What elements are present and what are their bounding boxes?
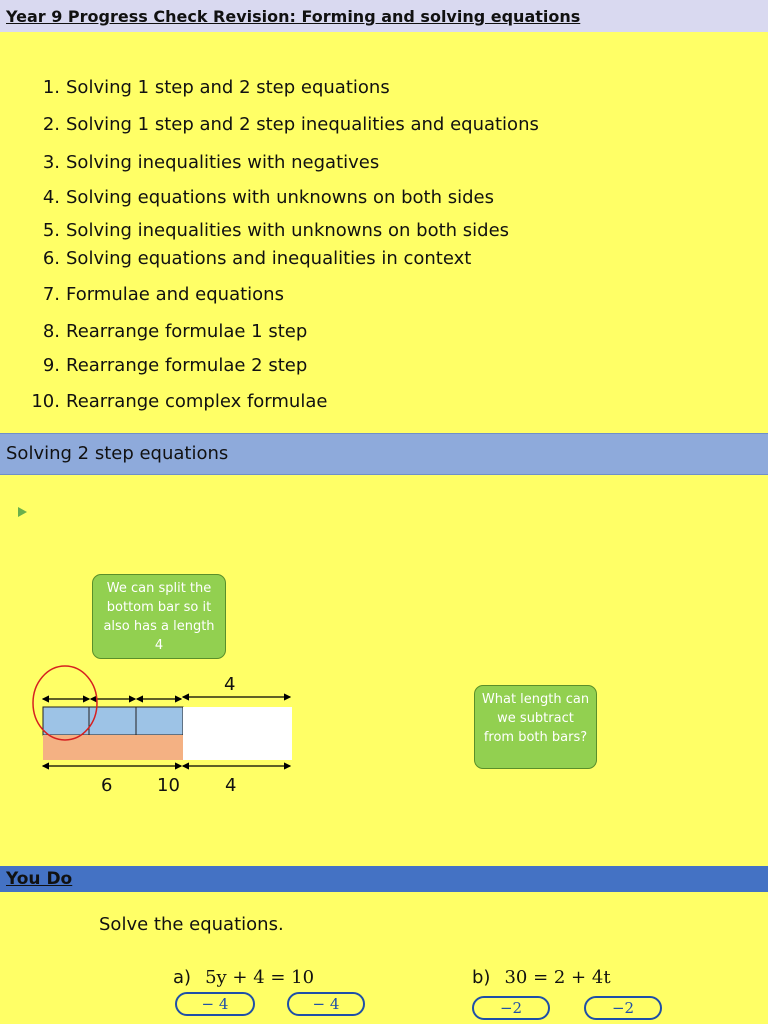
equation-text: 5y + 4 = 10 [205, 967, 315, 988]
topic-text: Rearrange formulae 2 step [66, 355, 308, 376]
step-cloud: −2 [472, 996, 550, 1020]
equation-label: b) [472, 967, 491, 988]
topic-number: 9. [42, 355, 60, 376]
topic-text: Rearrange formulae 1 step [66, 321, 308, 342]
section-title: You Do [6, 869, 73, 889]
topic-number: 8. [42, 321, 60, 342]
topic-text: Formulae and equations [66, 284, 284, 305]
blue-bar-segment [136, 707, 183, 735]
label-bottom-four: 4 [225, 775, 237, 796]
section-header-you-do [0, 866, 768, 892]
equation-text: 30 = 2 + 4t [504, 967, 611, 988]
section-title: Solving 2 step equations [6, 443, 229, 464]
equation-label: a) [173, 967, 192, 988]
topic-number: 7. [42, 284, 60, 305]
bar-model-svg [30, 664, 310, 774]
hint-bubble-split: We can split the bottom bar so it also has a length 4 [92, 574, 226, 659]
topic-number: 1. [42, 77, 60, 98]
label-bottom-six: 6 [101, 775, 113, 796]
label-bottom-ten: 10 [157, 775, 180, 796]
topic-text: Solving 1 step and 2 step inequalities and equations [66, 114, 539, 135]
topic-text: Solving equations and inequalities in context [66, 248, 472, 269]
topic-text: Solving inequalities with negatives [66, 152, 380, 173]
topic-number: 10. [31, 391, 60, 412]
topic-number: 2. [42, 114, 60, 135]
hint-bubble-subtract: What length can we subtract from both bars? [474, 685, 597, 769]
step-cloud: −2 [584, 996, 662, 1020]
label-top-four: 4 [224, 674, 236, 695]
equation-a [173, 967, 314, 988]
step-cloud: − 4 [287, 992, 365, 1016]
orange-bar [43, 735, 183, 760]
topic-number: 6. [42, 248, 60, 269]
equation-b [472, 967, 611, 988]
page-title: Year 9 Progress Check Revision: Forming and solving equations [6, 7, 581, 26]
topic-number: 4. [42, 187, 60, 208]
topic-number: 5. [42, 220, 60, 241]
topic-text: Rearrange complex formulae [66, 391, 328, 412]
bullet-arrow-icon [18, 507, 27, 517]
bar-model-diagram [30, 664, 310, 796]
topic-number: 3. [42, 152, 60, 173]
white-bar-extension [183, 707, 292, 760]
blue-bar-segment [43, 707, 89, 735]
topic-text: Solving 1 step and 2 step equations [66, 77, 390, 98]
page-header [0, 0, 768, 32]
instruction-text: Solve the equations. [99, 914, 284, 935]
section-header-solving-2-step [0, 433, 768, 475]
topic-text: Solving inequalities with unknowns on both sides [66, 220, 510, 241]
step-cloud: − 4 [175, 992, 255, 1016]
topic-text: Solving equations with unknowns on both sides [66, 187, 494, 208]
